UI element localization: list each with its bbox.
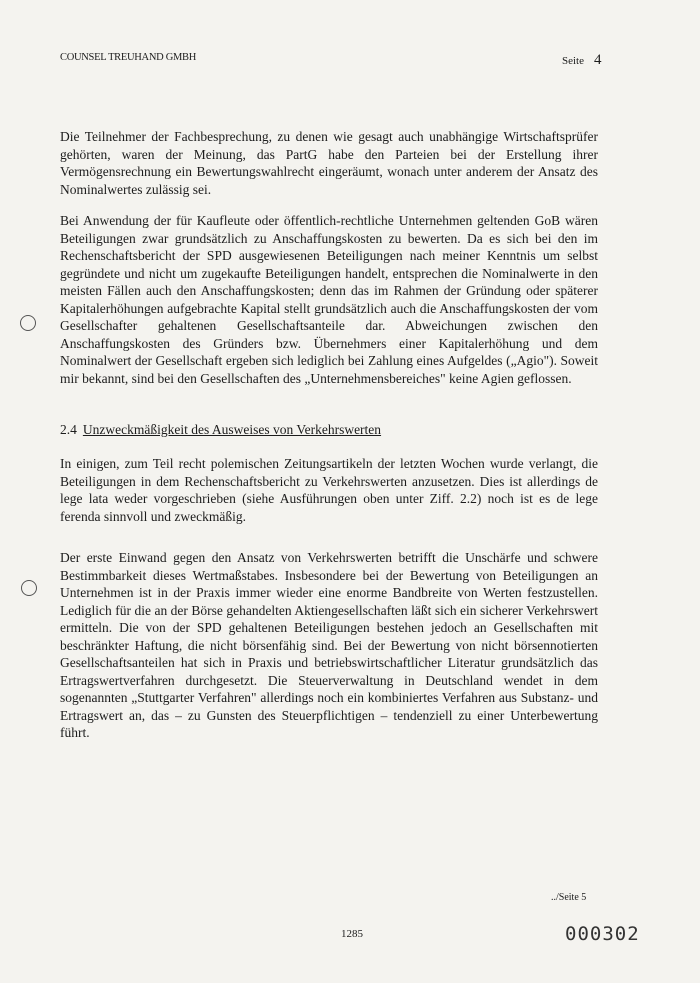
page-label: Seite xyxy=(562,55,584,67)
section-heading xyxy=(60,422,381,438)
paragraph-4: Der erste Einwand gegen den Ansatz von Verkehrswerten betrifft die Unschärfe und schwere Bestimmbarkeit dieses Wertmaßstabes. Insbesondere bei der Bewertung von Beteiligungen an Unternehmen ist in der Praxis immer wieder eine enorme Bandbreite von Werten festzustellen. Lediglich für die an der Börse gehandelten Aktiengesellschaften läßt sich ein sicherer Verkehrswert ermitteln. Die von der SPD gehaltenen Beteiligungen bestehen jedoch an Gesellschaften mit beschränkter Haftung, die nicht börsenfähig sind. Bei der Bewertung von nicht börsennotierten Gesellschaftsanteilen hat sich in Praxis und betriebswirtschaftlicher Literatur grundsätzlich das Ertragswertverfahren durchgesetzt. Die Steuerverwaltung in Deutschland wendet in dem sogenannten „Stuttgarter Verfahren" allerdings noch ein kombiniertes Verfahren aus Substanz- und Ertragswert an, das – zu Gunsten des Steuerpflichtigen – tendenziell zu einer Unterbewertung führt. xyxy=(60,550,598,740)
next-page-reference: ../Seite 5 xyxy=(551,892,587,903)
footer-page-number: 1285 xyxy=(341,928,363,940)
paragraph-2: Bei Anwendung der für Kaufleute oder öffentlich-rechtliche Unternehmen geltenden GoB wären Beteiligungen zwar grundsätzlich zu Anschaffungskosten zu bewerten. Da es sich bei den im Rechenschaftsbericht der SPD ausgewiesenen Beteiligungen nach meiner Kenntnis um selbst gegründete und nicht um zugekaufte Beteiligungen handelt, entsprechen die Nominalwerte in den meisten Fällen auch den Anschaffungskosten; denn das im Rahmen der Gründung oder späterer Kapitalerhöhungen aufgebrachte Kapital stellt grundsätzlich auch die Anschaffungskosten der vom Gesellschafter gehaltenen Gesellschaftsanteile dar. Abweichungen zwischen den Anschaffungskosten des Gründers bzw. Übernehmers einer Kapitalerhöhung und dem Nominalwert der Gesellschaft ergeben sich lediglich bei Zahlung eines Aufgeldes („Agio"). Soweit mir bekannt, sind bei den Gesellschaften des „Unternehmensbereiches" keine Agien geflossen. xyxy=(60,213,598,386)
section-title: Unzweckmäßigkeit des Ausweises von Verkehrswerten xyxy=(82,422,382,437)
company-name: COUNSEL TREUHAND GMBH xyxy=(60,52,197,63)
punch-hole-icon xyxy=(21,580,37,596)
section-number: 2.4 xyxy=(60,422,77,437)
page-number: 4 xyxy=(594,52,602,68)
document-stamp-number: 000302 xyxy=(565,923,640,945)
paragraph-3: In einigen, zum Teil recht polemischen Zeitungsartikeln der letzten Wochen wurde verlangt, die Beteiligungen in dem Rechenschaftsbericht zu Verkehrswerten anzusetzen. Dies ist allerdings de lege lata weder vorgeschrieben (siehe Ausführungen oben unter Ziff. 2.2) noch ist es de lege ferenda sinnvoll und zweckmäßig. xyxy=(60,456,598,524)
paragraph-1: Die Teilnehmer der Fachbesprechung, zu denen wie gesagt auch unabhängige Wirtschaftsprüfer gehörten, waren der Meinung, das PartG habe den Parteien bei der Erstellung ihrer Vermögensrechnung ein Bewertungswahlrecht eingeräumt, wonach unter anderem der Ansatz des Nominalwertes zulässig sei. xyxy=(60,129,598,197)
page-indicator xyxy=(562,52,602,69)
punch-hole-icon xyxy=(20,315,36,331)
